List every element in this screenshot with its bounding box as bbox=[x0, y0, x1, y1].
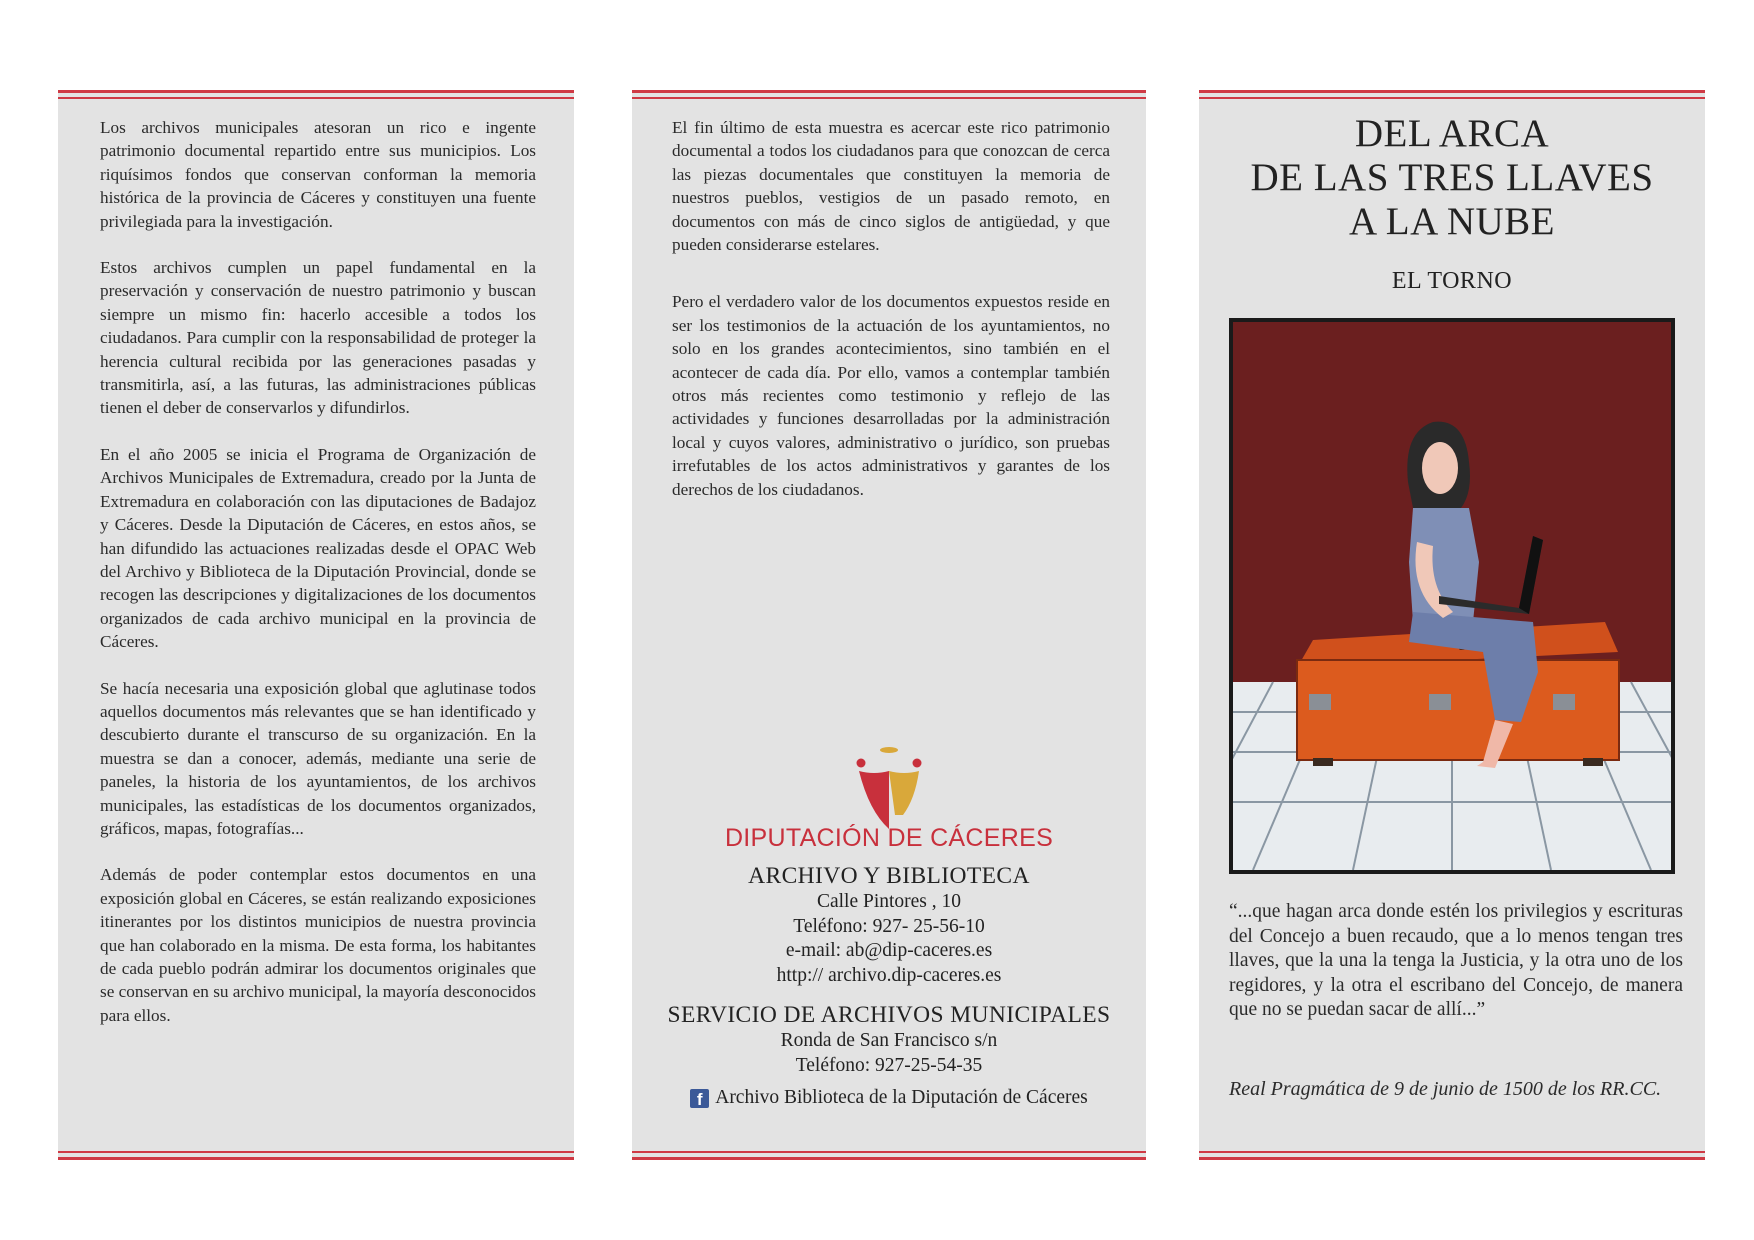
paragraph: Pero el verdadero valor de los documentos expuestos reside en ser los testimonios de la actuación de los ayuntamientos, no solo en los grandes acontecimientos, sino también en el acontecer de cada día. Por ello, vamos a contemplar también otros más recientes como testimonio y reflejo de las actividades y funciones desarrolladas por la administración local y cuyos valores, administrativo o jurídico, son pruebas irrefutables de los actos administrativos y garantes de los derechos de los ciudadanos. bbox=[672, 292, 1110, 499]
paragraph: Además de poder contemplar estos documentos en una exposición global en Cáceres, se están realizando exposiciones itinerantes por los distintos municipios de nuestra provincia que han colaborado en la misma. De esta forma, los habitantes de cada pueblo podrán admirar los documentos originales que se conservan en su archivo municipal, la mayoría desconocidos para ellos. bbox=[100, 865, 536, 1025]
title-line: DEL ARCA bbox=[1354, 112, 1550, 155]
municipal-address: Ronda de San Francisco s/n bbox=[780, 1030, 998, 1051]
left-panel bbox=[58, 90, 574, 1160]
archive-website[interactable]: http:// archivo.dip-caceres.es bbox=[776, 964, 1002, 986]
contact-block bbox=[632, 863, 1146, 1112]
title-line: DE LAS TRES LLAVES bbox=[1250, 156, 1654, 199]
quote-citation: Real Pragmática de 9 de junio de 1500 de los RR.CC. bbox=[1229, 1078, 1662, 1100]
municipal-heading: SERVICIO DE ARCHIVOS MUNICIPALES bbox=[667, 1002, 1111, 1028]
bottom-red-rule bbox=[1199, 1151, 1705, 1160]
paragraph: En el año 2005 se inicia el Programa de Organización de Archivos Municipales de Extremadura, creado por la Junta de Extremadura en colaboración con las diputaciones de Badajoz y Cáceres. Desde la Diputación de Cáceres, en estos años, se han difundido las actuaciones realizadas desde el OPAC Web del Archivo y Biblioteca de la Diputación Provincial, donde se recogen las descripciones y digitalizaciones de los documentos organizados de cada archivo municipal en la provincia de Cáceres. bbox=[100, 444, 536, 652]
archive-email[interactable]: e-mail: ab@dip-caceres.es bbox=[785, 940, 993, 961]
cover-illustration bbox=[1229, 318, 1675, 874]
facebook-line[interactable] bbox=[632, 1086, 1146, 1112]
paragraph: Los archivos municipales atesoran un rico e ingente patrimonio documental repartido entre sus municipios. Los riquísimos fondos que conservan conforman la memoria histórica de la provincia de Cáceres y constituyen una fuente privilegiada para la investigación. bbox=[100, 118, 536, 231]
middle-panel-text bbox=[672, 116, 1110, 524]
paragraph: El fin último de esta muestra es acercar este rico patrimonio documental a todos los ciudadanos para que conozcan de cerca las piezas documentales que constituyen la memoria de nuestros pueblos, vestigios de un pasado remoto, en documentos con más de cinco siglos de antigüedad, y que pueden considerarse estelares. bbox=[672, 118, 1110, 255]
bottom-red-rule bbox=[632, 1151, 1146, 1160]
municipal-phone: Teléfono: 927-25-54-35 bbox=[795, 1054, 983, 1076]
facebook-icon: f bbox=[690, 1089, 709, 1108]
org-name: DIPUTACIÓN DE CÁCERES bbox=[724, 824, 1054, 852]
archive-address: Calle Pintores , 10 bbox=[816, 891, 962, 912]
bottom-red-rule bbox=[58, 1151, 574, 1160]
facebook-label: Archivo Biblioteca de la Diputación de Cáceres bbox=[715, 1087, 1088, 1108]
cover-title bbox=[1199, 112, 1705, 244]
paragraph: Se hacía necesaria una exposición global que aglutinase todos aquellos documentos más relevantes que se han identificado y descubierto durante el transcurso de su organización. En la muestra se dan a conocer, además, mediante una serie de paneles, la historia de los ayuntamientos, de los archivos municipales, las estadísticas de los documentos organizados, gráficos, mapas, fotografías... bbox=[100, 678, 536, 838]
top-red-rule bbox=[1199, 90, 1705, 99]
middle-panel bbox=[632, 90, 1146, 1160]
historic-quote: “...que hagan arca donde estén los privilegios y escrituras del Concejo a buen recaudo, que a lo menos tengan tres llaves, que la una la tenga la Justicia, y la otra uno de los regidores, y la otra el escribano del Concejo, de manera que no se puedan sacar de allí...” bbox=[1229, 901, 1683, 1021]
top-red-rule bbox=[632, 90, 1146, 99]
left-panel-text bbox=[100, 116, 536, 1050]
cover-subtitle: EL TORNO bbox=[1391, 268, 1513, 294]
top-red-rule bbox=[58, 90, 574, 99]
archive-heading: ARCHIVO Y BIBLIOTECA bbox=[748, 863, 1030, 889]
paragraph: Estos archivos cumplen un papel fundamental en la preservación y conservación de nuestro patrimonio y buscan siempre un mismo fin: hacerlo accesible a todos los ciudadanos. Para cumplir con la responsabilidad de proteger la herencia cultural recibida por las generaciones pasadas y transmitirla, así, a las futuras, las administraciones públicas tienen el deber de conservarlos y difundirlos. bbox=[100, 258, 536, 418]
archive-phone: Teléfono: 927- 25-56-10 bbox=[793, 915, 985, 937]
title-line: A LA NUBE bbox=[1348, 200, 1555, 243]
right-panel bbox=[1199, 90, 1705, 1160]
